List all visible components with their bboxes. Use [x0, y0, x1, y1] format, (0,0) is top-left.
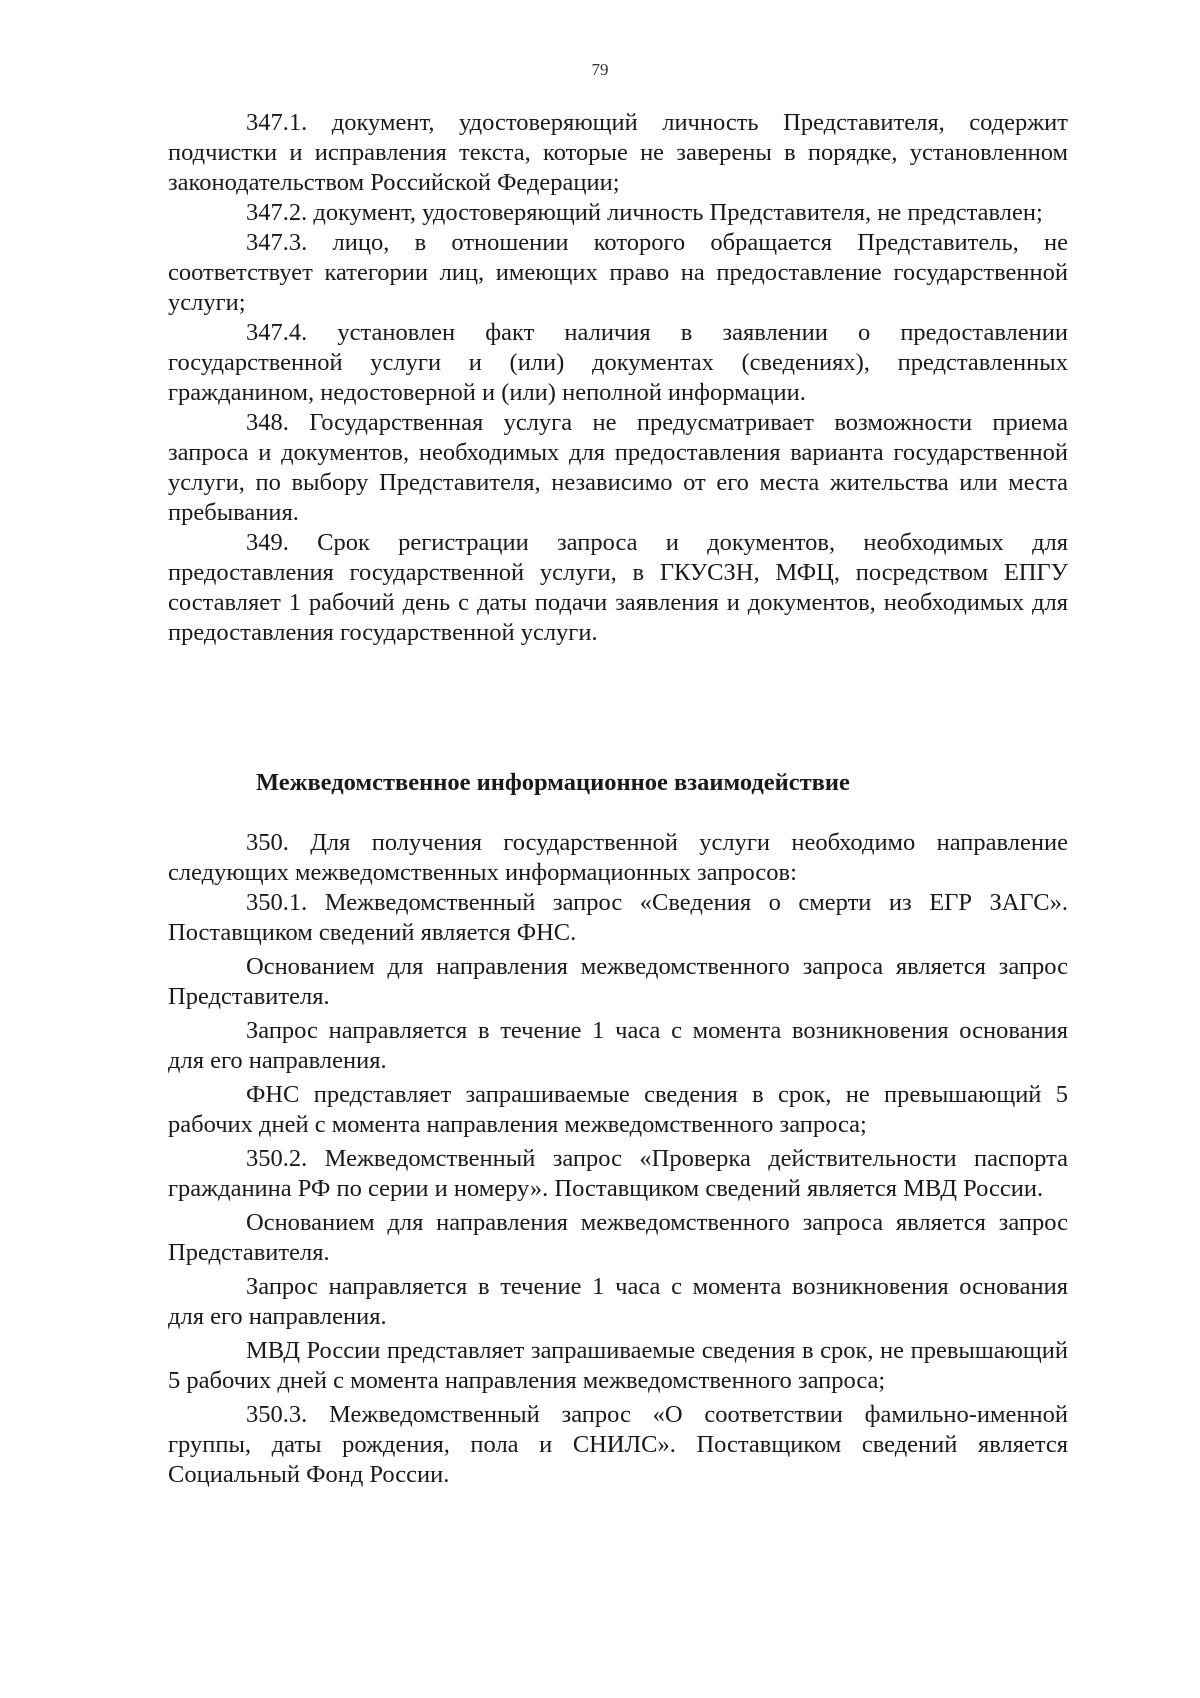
paragraph-350-2-timing: Запрос направляется в течение 1 часа с момента возникновения основания для его направления. — [168, 1273, 1068, 1330]
paragraph-350-2-response: МВД России представляет запрашиваемые сведения в срок, не превышающий 5 рабочих дней с момента направления межведомственного запроса; — [168, 1337, 1068, 1394]
section-heading: Межведомственное информационное взаимодействие — [256, 769, 850, 796]
paragraph-347-2: 347.2. документ, удостоверяющий личность Представителя, не представлен; — [246, 199, 1043, 226]
paragraph-350-1: 350.1. Межведомственный запрос «Сведения о смерти из ЕГР ЗАГС». Поставщиком сведений является ФНС. — [168, 889, 1068, 946]
paragraph-350-1-basis: Основанием для направления межведомственного запроса является запрос Представителя. — [168, 953, 1068, 1010]
paragraph-347-3: 347.3. лицо, в отношении которого обращается Представитель, не соответствует категории лиц, имеющих право на предоставление государственной услуги; — [168, 229, 1068, 316]
section-interagency — [168, 828, 1068, 1490]
paragraph-347-1: 347.1. документ, удостоверяющий личность Представителя, содержит подчистки и исправления текста, которые не заверены в порядке, установленном законодательством Российской Федерации; — [168, 109, 1068, 196]
paragraph-347-4: 347.4. установлен факт наличия в заявлении о предоставлении государственной услуги и (или) документах (сведениях), представленных гражданином, недостоверной и (или) неполной информации. — [168, 319, 1068, 406]
paragraph-349: 349. Срок регистрации запроса и документов, необходимых для предоставления государственной услуги, в ГКУСЗН, МФЦ, посредством ЕПГУ составляет 1 рабочий день с даты подачи заявления и документов, необходимых для предоставления государственной услуги. — [168, 529, 1068, 646]
paragraph-350: 350. Для получения государственной услуги необходимо направление следующих межведомственных информационных запросов: — [168, 829, 1068, 886]
paragraph-350-2-basis: Основанием для направления межведомственного запроса является запрос Представителя. — [168, 1209, 1068, 1266]
page-number: 79 — [591, 60, 609, 79]
paragraph-348: 348. Государственная услуга не предусматривает возможности приема запроса и документов, необходимых для предоставления варианта государственной услуги, по выбору Представителя, независимо от его места жительства или места пребывания. — [168, 409, 1068, 526]
paragraph-350-3: 350.3. Межведомственный запрос «О соответствии фамильно-именной группы, даты рождения, пола и СНИЛС». Поставщиком сведений является Социальный Фонд России. — [168, 1401, 1068, 1488]
section-refusal-grounds — [168, 108, 1068, 648]
paragraph-350-1-response: ФНС представляет запрашиваемые сведения в срок, не превышающий 5 рабочих дней с момента направления межведомственного запроса; — [168, 1081, 1068, 1138]
paragraph-350-1-timing: Запрос направляется в течение 1 часа с момента возникновения основания для его направления. — [168, 1017, 1068, 1074]
paragraph-350-2: 350.2. Межведомственный запрос «Проверка действительности паспорта гражданина РФ по серии и номеру». Поставщиком сведений является МВД России. — [168, 1145, 1068, 1202]
